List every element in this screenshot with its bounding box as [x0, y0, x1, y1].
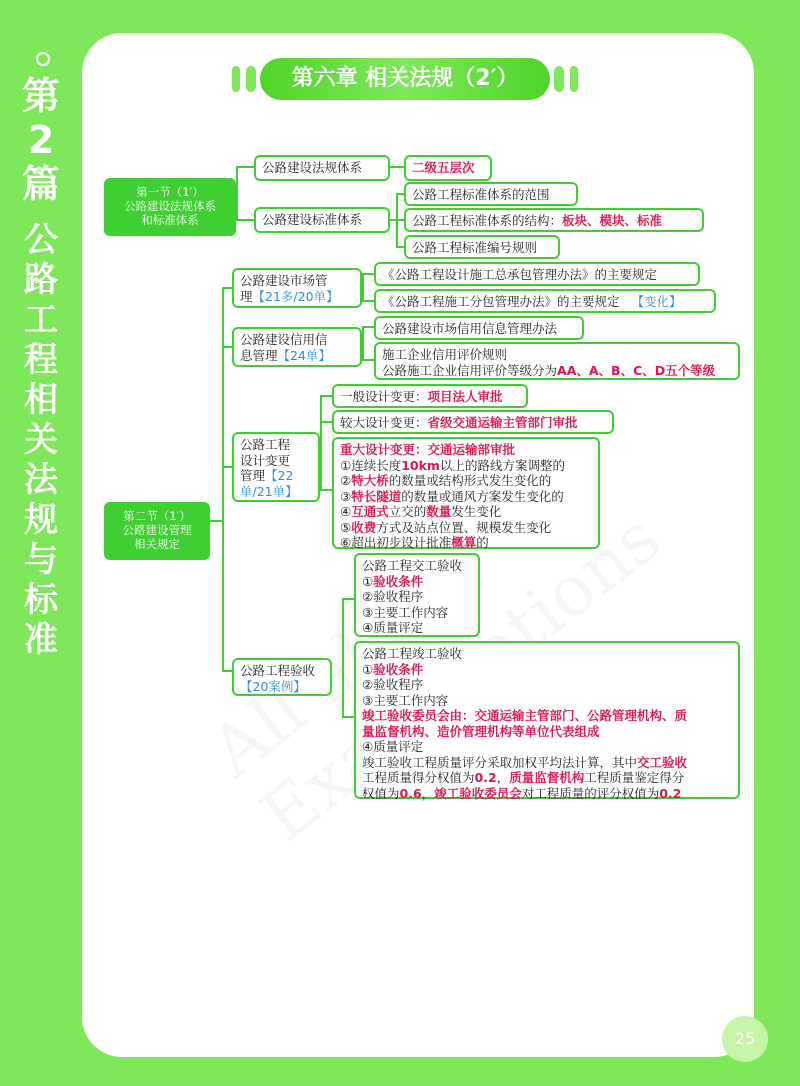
- market-tag: 【21多/20单】: [252, 288, 339, 304]
- major-change-approver: 省级交通运输主管部门审批: [427, 415, 578, 430]
- completion-item: [362, 662, 732, 678]
- credit-eval-levels: AA、A、B、C、D五个等级: [557, 362, 716, 378]
- node-standard-structure: [404, 208, 704, 232]
- item-text: 的数量或结构形式发生变化的: [388, 473, 552, 488]
- node-design-change: [232, 432, 320, 502]
- credit-label-2: 息管理: [240, 347, 278, 363]
- market-label: 公路建设市场管: [240, 273, 328, 288]
- part-subtitle: 公路工程相关法规与标准: [24, 220, 58, 660]
- connector: [396, 246, 404, 248]
- acceptance-label: 公路工程验收: [240, 663, 316, 678]
- design-change-label: 公路工程 设计变更 管理: [240, 437, 291, 483]
- section-1-title: 第一节（1′） 公路建设法规体系 和标准体系: [104, 178, 236, 236]
- section-2-title: 第二节（1′） 公路建设管理 相关规定: [104, 502, 210, 560]
- connector: [362, 359, 374, 361]
- item-text: 方式及站点位置、规模发生变化: [376, 519, 552, 535]
- credit-eval-levels-label: 公路施工企业信用评价等级分为: [382, 362, 558, 378]
- node-standard-numbering: 公路工程标准编号规则: [404, 235, 560, 259]
- node-significant-change: [332, 437, 600, 549]
- completion-committee: 竣工验收委员会由：交通运输主管部门、公路管理机构、质: [362, 708, 688, 723]
- handover-item: ④质量评定: [362, 620, 424, 635]
- node-market-mgmt: [232, 268, 362, 308]
- item-text: 竣工验收工程质量评分采取加权平均法计算，其中: [362, 754, 638, 770]
- credit-label: 公路建设信用信: [240, 332, 328, 347]
- connector: [320, 489, 332, 491]
- connector: [362, 300, 374, 302]
- item-highlight: 质量监督机构: [509, 770, 585, 785]
- node-minor-change: [332, 384, 528, 408]
- completion-title: 公路工程竣工验收: [362, 646, 463, 661]
- item-highlight: 特长隧道: [351, 488, 402, 504]
- acceptance-tag: 【20案例】: [240, 678, 306, 694]
- item-highlight: 互通式: [351, 504, 389, 519]
- connector: [396, 219, 404, 221]
- market-label-2: 理: [240, 288, 253, 304]
- completion-item: ③主要工作内容: [362, 692, 449, 708]
- connector: [362, 273, 364, 301]
- completion-weight-line: [362, 770, 732, 786]
- node-standard-system: 公路建设标准体系: [254, 207, 390, 233]
- item-text: ②: [340, 473, 352, 488]
- item-highlight: 10km: [401, 457, 440, 473]
- handover-title: 公路工程交工验收: [362, 558, 463, 573]
- significant-change-item: [340, 473, 592, 489]
- connector: [342, 598, 354, 600]
- chapter-header: [260, 58, 550, 100]
- connector: [236, 166, 238, 220]
- significant-change-item: [340, 458, 592, 474]
- item-highlight: 验收条件: [373, 661, 424, 677]
- item-text: ⑥超出初步设计批准: [340, 535, 452, 550]
- subcontract-label: 《公路工程施工分包管理办法》的主要规定: [382, 294, 620, 309]
- connector: [362, 326, 374, 328]
- handover-item: ②验收程序: [362, 589, 424, 604]
- structure-label: 公路工程标准体系的结构：: [412, 213, 563, 228]
- item-text: 的数量或通风方案发生变化的: [401, 488, 564, 504]
- handover-item: [362, 574, 472, 590]
- item-highlight: 0.2: [659, 785, 682, 801]
- node-two-levels: 二级五层次: [404, 155, 492, 181]
- connector: [222, 287, 232, 289]
- significant-change-item: [340, 489, 592, 505]
- item-highlight: 收费: [351, 519, 377, 535]
- header-deco-icon: [554, 66, 564, 92]
- item-text: 以上的路线方案调整的: [439, 457, 565, 473]
- connector: [236, 219, 254, 221]
- significant-change-item: [340, 504, 592, 520]
- connector: [320, 395, 322, 490]
- completion-committee: 量监督机构、造价管理机构等单位代表组成: [362, 723, 600, 739]
- node-completion-acceptance: [354, 641, 740, 799]
- header-deco-icon: [246, 66, 256, 92]
- item-text: ⑤: [340, 519, 352, 535]
- item-text: 工程质量鉴定得分: [584, 770, 685, 785]
- connector: [342, 598, 344, 716]
- connector: [236, 166, 254, 168]
- item-highlight: 竣工验收委员会: [434, 785, 522, 801]
- node-subcontract-rules: [374, 289, 716, 313]
- item-highlight: 数量: [426, 504, 452, 519]
- major-change-label: 较大设计变更：: [340, 415, 428, 430]
- completion-weight-line: [362, 755, 732, 771]
- connector: [320, 395, 332, 397]
- item-text: 立交的: [388, 504, 427, 519]
- minor-change-approver: 项目法人审批: [427, 389, 503, 404]
- node-standard-scope: 公路工程标准体系的范围: [404, 182, 578, 206]
- node-credit-mgmt: [232, 327, 362, 367]
- node-epc-rules: 《公路工程设计施工总承包管理办法》的主要规定: [374, 262, 700, 286]
- connector: [320, 421, 332, 423]
- item-highlight: 0.6: [399, 785, 422, 801]
- node-acceptance: [232, 658, 332, 696]
- significant-change-item: [340, 535, 592, 551]
- completion-item: ②验收程序: [362, 677, 424, 692]
- item-text: 对工程质量的评分权值为: [521, 785, 660, 801]
- item-text: ①: [362, 573, 374, 589]
- chapter-title: 第六章 相关法规（2′）: [291, 66, 519, 91]
- item-highlight: 概算: [451, 535, 477, 550]
- bullet-dot-icon: [36, 52, 50, 66]
- connector: [342, 716, 354, 718]
- item-highlight: 特大桥: [351, 473, 389, 488]
- minor-change-label: 一般设计变更：: [340, 389, 428, 404]
- header-deco-icon: [232, 66, 240, 92]
- node-credit-info-rules: 公路建设市场信用信息管理办法: [374, 316, 584, 340]
- part-title: 第2篇: [21, 74, 60, 206]
- item-text: 发生变化: [451, 504, 502, 519]
- connector: [222, 346, 232, 348]
- connector: [222, 670, 232, 672]
- design-change-tag: 【22 单/21单】: [240, 468, 298, 499]
- credit-tag: 【24单】: [277, 347, 331, 363]
- item-text: ③: [340, 488, 352, 504]
- item-highlight: 交工验收: [637, 754, 688, 770]
- connector: [362, 273, 374, 275]
- connector: [390, 166, 404, 168]
- credit-eval-rule: 施工企业信用评价规则: [382, 347, 508, 362]
- page-number: 25: [722, 1016, 768, 1062]
- item-text: ①: [362, 661, 374, 677]
- node-major-change: [332, 410, 614, 434]
- completion-item: ④质量评定: [362, 739, 424, 754]
- structure-value: 板块、模块、标准: [562, 213, 663, 228]
- significant-change-item: [340, 520, 592, 536]
- item-text: 工程质量得分权值为: [362, 770, 475, 785]
- subcontract-tag: 【变化】: [631, 294, 682, 309]
- node-handover-acceptance: [354, 553, 480, 637]
- item-text: ，: [496, 770, 510, 785]
- handover-item: ③主要工作内容: [362, 604, 449, 620]
- chapter-sidebar: [0, 40, 80, 660]
- item-text: ④: [340, 504, 352, 519]
- item-text: ①连续长度: [340, 457, 402, 473]
- header-deco-icon: [570, 66, 578, 92]
- item-text: 的: [476, 535, 489, 550]
- significant-change-title: 重大设计变更：交通运输部审批: [340, 442, 516, 457]
- item-text: ，: [421, 785, 435, 801]
- item-highlight: 0.2: [474, 770, 497, 785]
- node-law-system: 公路建设法规体系: [254, 155, 390, 181]
- connector: [222, 466, 232, 468]
- item-text: 权值为: [362, 785, 400, 801]
- connector: [396, 193, 404, 195]
- item-highlight: 验收条件: [373, 573, 424, 589]
- connector: [362, 326, 364, 360]
- connector: [222, 287, 224, 670]
- completion-weight-line: [362, 786, 732, 802]
- node-credit-evaluation: [374, 342, 740, 380]
